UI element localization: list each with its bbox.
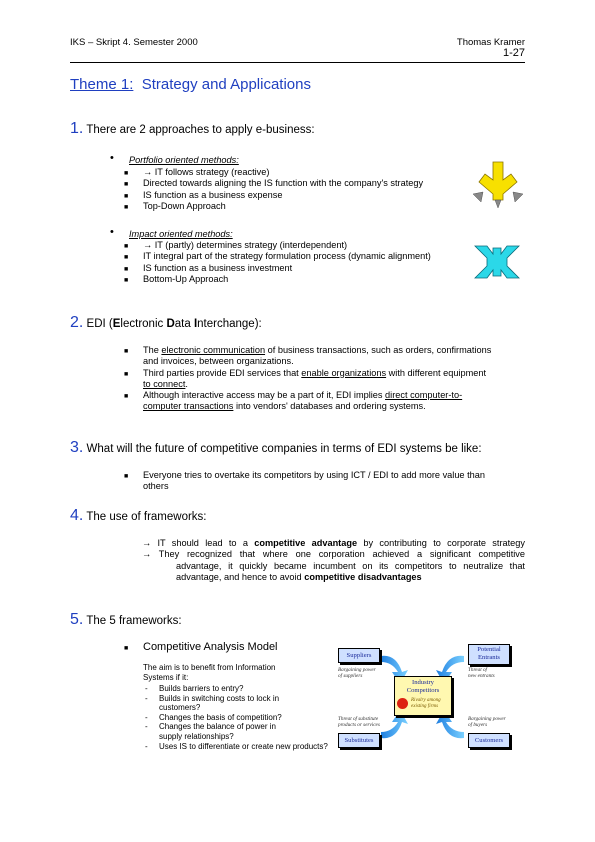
section-5-heading [70,611,182,629]
bullet-square: ■ [124,645,129,652]
text: others [143,481,169,492]
text: competitive advantage [254,538,358,548]
list-item: IS function as a business expense [143,189,283,200]
list-item: Changes the balance of power in [159,722,276,732]
heading-text: nterchange): [197,318,262,330]
text: Systems if it: [143,673,189,682]
header-right: Thomas Kramer [456,37,525,48]
text: existing firms [411,703,439,709]
caption-entrants [468,667,495,679]
framework-item: Competitive Analysis Model [143,641,278,653]
section-4-heading [70,507,207,525]
text: enable organizations [301,367,387,378]
group-title-impact: Impact oriented methods: [129,229,233,239]
customers-box: Customers [468,733,510,748]
section-title: There are 2 approaches to apply e-business: [86,124,315,136]
list-item: → IT (partly) determines strategy (interdependent) [143,240,348,250]
page-number: 1-27 [502,47,525,59]
list-item: ■ The electronic communication of business transactions, such as orders, confirmations and invoices, between organizations. [124,345,492,367]
section-number: 2. [70,314,84,331]
list-impact: ■ → IT (partly) determines strategy (interdependent) ■ IT integral part of the strategy formulation process (dynamic alignment) ■ IS function as a business investment ■ Bottom-Up Approach [124,240,431,284]
text: Bargaining power [468,716,506,722]
paragraph [142,538,525,549]
section-1-heading [70,120,315,138]
paragraph: advantage, it quickly became incumbent on its competitors to neutralize that [176,560,525,571]
text: → IT should lead to a [142,538,255,548]
list-item: Top-Down Approach [143,200,226,211]
text: by contributing to corporate strategy [357,538,525,548]
rivalry-row [395,698,451,712]
section-number: 3. [70,439,84,456]
frameworks-text [142,538,525,583]
industry-competitors-box [394,676,452,716]
text: The aim is to benefit from Information [143,663,276,672]
text: of business transactions, such as orders, confirmations [265,345,492,355]
five-forces-diagram [336,642,526,754]
list-item: ■ Everyone tries to overtake its competitors by using ICT / EDI to add more value than others [124,470,485,492]
list-item: supply relationships? [159,731,234,741]
text: of suppliers [338,673,363,679]
potential-entrants-box [468,644,510,665]
text: The [143,345,162,355]
list-item: → IT follows strategy (reactive) [143,167,270,177]
text: Rivalry among [411,698,441,703]
list-edi [124,345,524,413]
page-title [70,76,311,93]
section-number: 1. [70,120,84,137]
list-future [124,470,524,493]
heading-text: I [193,318,198,330]
text: Entrants [478,654,500,661]
list-item: customers? [159,703,201,713]
text: Potential [477,646,501,653]
group-title-portfolio: Portfolio oriented methods: [129,155,239,165]
caption-substitutes [338,716,380,728]
text: Threat of [468,667,487,673]
text: of buyers [468,722,488,728]
list-portfolio: ■ → IT follows strategy (reactive) ■ Directed towards aligning the IS function with the company's strategy ■ IS function as a business expense ■ Top-Down Approach [124,167,424,211]
list-item: Builds in switching costs to lock in [159,693,280,703]
text: to connect [143,378,186,389]
substitutes-box: Substitutes [338,733,380,748]
list-item: ■ Third parties provide EDI services that enable organizations with different equipment to connect. [124,367,487,389]
text: electronic communication [161,345,266,355]
text: Industry [412,679,434,686]
aim-list: - Builds barriers to entry? - Builds in switching costs to lock in customers? - Changes the basis of competition? - Changes the balance of power in supply relationships? - Uses IS to differentiate or create new products? [145,684,328,751]
header-rule [70,62,525,63]
header-left: IKS – Skript 4. Semester 2000 [70,37,198,48]
text: Threat of substitute [338,716,379,722]
rivalry-icon [397,698,408,709]
list-item: Changes the basis of competition? [159,712,282,722]
section-title: The use of frameworks: [86,511,207,523]
text: Although interactive access may be a part of it, EDI implies [143,390,386,401]
list-item: IT integral part of the strategy formulation process (dynamic alignment) [143,251,431,262]
text: computer transactions [143,401,234,412]
section-number: 4. [70,507,84,524]
text: . [185,378,188,389]
text: advantage, and hence to avoid [176,571,305,582]
text: Third parties provide EDI services that [143,367,302,378]
text: into vendors' databases and ordering systems. [233,401,426,412]
suppliers-box: Suppliers [338,648,380,663]
section-title: The 5 frameworks: [86,615,182,627]
bullet-dot: • [110,152,114,164]
text: competitive disadvantages [304,571,422,582]
text: direct computer-to- [385,390,463,401]
text: new entrants [468,673,495,679]
list-item: Uses IS to differentiate or create new products? [159,741,328,751]
heading-text: ata [174,318,194,330]
divergent-arrows-icon [473,160,523,210]
text: Competitors [406,687,440,694]
text: and invoices, between organizations. [143,356,294,367]
text: Everyone tries to overtake its competitors by using ICT / EDI to add more value than [143,470,485,480]
section-2-heading [70,314,262,332]
list-item: Directed towards aligning the IS function with the company's strategy [143,178,424,189]
rivalry-text [411,698,441,709]
section-title: What will the future of competitive companies in terms of EDI systems be like: [86,443,482,455]
paragraph [142,572,525,583]
convergent-arrows-icon [473,242,521,282]
paragraph: → They recognized that where one corporation achieved a significant competitive [142,549,525,560]
list-item: ■ Although interactive access may be a part of it, EDI implies direct computer-to- computer transactions into vendors' databases and ordering systems. [124,390,463,412]
theme-title: Strategy and Applications [141,76,311,93]
caption-buyers [468,716,506,728]
heading-text: E [112,318,121,330]
section-3-heading [70,439,482,457]
text: Bargaining power [338,667,376,673]
heading-text: lectronic [120,318,167,330]
list-item: Builds barriers to entry? [159,684,244,693]
aim-text [143,663,276,683]
section-number: 5. [70,611,84,628]
bullet-dot: • [110,226,114,238]
list-item: IS function as a business investment [143,262,293,273]
text: with different equipment [386,367,487,378]
list-item: Bottom-Up Approach [143,273,229,284]
theme-prefix: Theme 1: [70,76,134,93]
heading-text: EDI ( [86,318,113,330]
text: products or services [338,722,380,728]
heading-text: D [166,318,175,330]
caption-suppliers [338,667,376,679]
